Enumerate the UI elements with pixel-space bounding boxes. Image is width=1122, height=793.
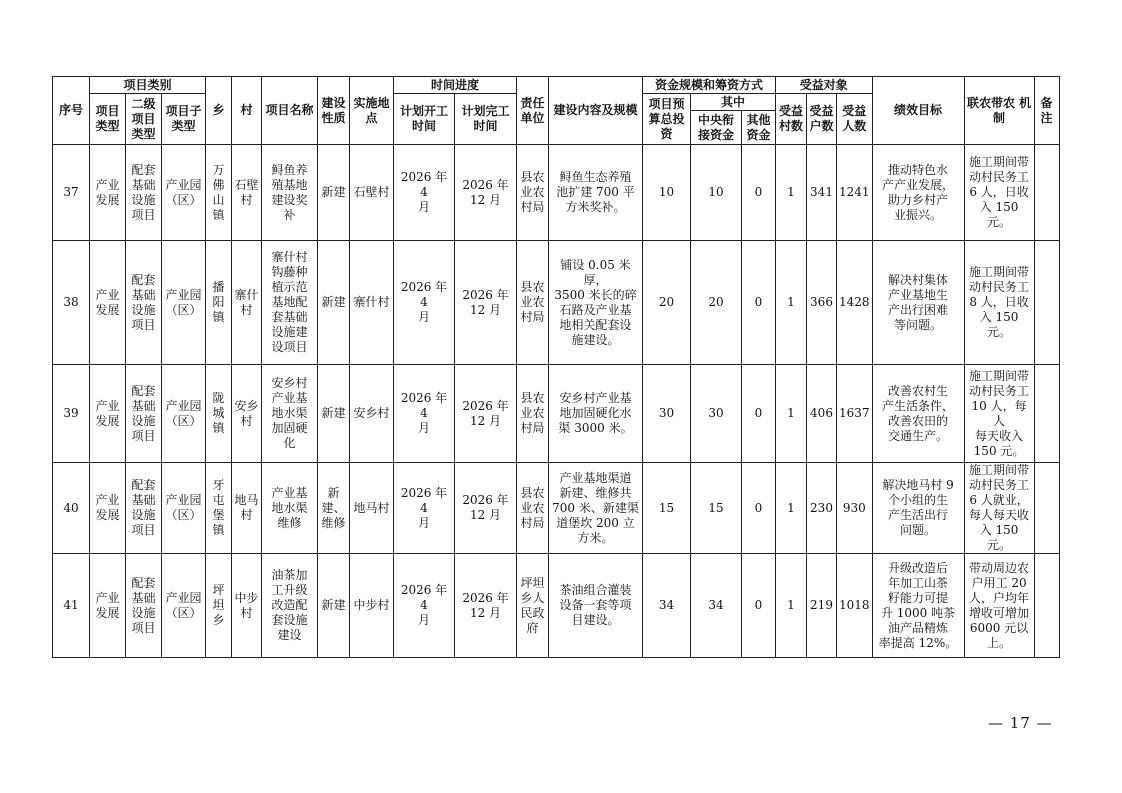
- cell-township: 陇 城 镇: [206, 365, 232, 463]
- cell-remark: [1034, 145, 1059, 241]
- header-location: 实施地 点: [350, 77, 394, 145]
- cell-village: 安乡 村: [232, 365, 262, 463]
- cell-type: 产业 发展: [90, 554, 126, 658]
- cell-unit: 县农 业农 村局: [517, 241, 549, 365]
- cell-other: 0: [742, 145, 776, 241]
- cell-unit: 县农 业农 村局: [517, 145, 549, 241]
- cell-village: 中步 村: [232, 554, 262, 658]
- cell-location: 石壁村: [350, 145, 394, 241]
- cell-households: 219: [807, 554, 837, 658]
- cell-type: 产业 发展: [90, 463, 126, 554]
- cell-other: 0: [742, 554, 776, 658]
- cell-end: 2026 年 12 月: [455, 145, 517, 241]
- cell-people: 1241: [837, 145, 873, 241]
- cell-mechanism: 施工期间带 动村民务工 10 人，每人 每天收入 150 元。: [964, 365, 1034, 463]
- cell-subtype: 产业园 （区）: [162, 241, 206, 365]
- cell-subtype: 产业园 （区）: [162, 145, 206, 241]
- cell-villages: 1: [776, 554, 807, 658]
- cell-subtype: 产业园 （区）: [162, 463, 206, 554]
- cell-nature: 新建: [318, 365, 350, 463]
- cell-households: 366: [807, 241, 837, 365]
- cell-project-name: 寨什村 钩藤种 植示范 基地配 套基础 设施建 设项目: [262, 241, 318, 365]
- cell-goal: 解决地马村 9 个小组的生 产生活出行 问题。: [872, 463, 964, 554]
- cell-mechanism: 带动周边农 户用工 20 人，户均年 增收可增加 6000 元以 上。: [964, 554, 1034, 658]
- header-village: 村: [232, 77, 262, 145]
- cell-content: 产业基地渠道 新建、维修共 700 米、新建渠 道堡坎 200 立 方米。: [549, 463, 643, 554]
- cell-central: 20: [691, 241, 742, 365]
- header-start: 计划开工 时间: [394, 94, 455, 145]
- cell-budget: 34: [643, 554, 691, 658]
- cell-other: 0: [742, 463, 776, 554]
- cell-type: 产业 发展: [90, 241, 126, 365]
- cell-goal: 推动特色水 产产业发展， 助力乡村产 业振兴。: [872, 145, 964, 241]
- cell-budget: 15: [643, 463, 691, 554]
- cell-unit: 县农 业农 村局: [517, 463, 549, 554]
- cell-central: 34: [691, 554, 742, 658]
- cell-subtype: 产业园 （区）: [162, 365, 206, 463]
- cell-nature: 新 建、 维修: [318, 463, 350, 554]
- table-row: [53, 365, 1060, 463]
- cell-content: 铺设 0.05 米厚， 3500 米长的碎 石路及产业基 地相关配套设 施建设。: [549, 241, 643, 365]
- header-households: 受益 户数: [807, 94, 837, 145]
- header-people: 受益 人数: [837, 94, 873, 145]
- cell-people: 1637: [837, 365, 873, 463]
- cell-end: 2026 年 12 月: [455, 241, 517, 365]
- header-unit: 责任 单位: [517, 77, 549, 145]
- cell-central: 10: [691, 145, 742, 241]
- cell-township: 万 佛 山 镇: [206, 145, 232, 241]
- cell-subtype2: 配套 基础 设施 项目: [126, 463, 162, 554]
- header-category-group: 项目类别: [90, 77, 206, 94]
- cell-seq: 41: [53, 554, 90, 658]
- cell-budget: 10: [643, 145, 691, 241]
- cell-subtype2: 配套 基础 设施 项目: [126, 145, 162, 241]
- header-central: 中央衔 接资金: [691, 111, 742, 145]
- table-row: [53, 241, 1060, 365]
- cell-remark: [1034, 463, 1059, 554]
- header-budget: 项目预 算总投 资: [643, 94, 691, 145]
- header-time-group: 时间进度: [394, 77, 517, 94]
- project-table: [52, 76, 1060, 658]
- cell-end: 2026 年 12 月: [455, 365, 517, 463]
- header-nature: 建设 性质: [318, 77, 350, 145]
- cell-goal: 改善农村生 产生活条件， 改善农田的 交通生产。: [872, 365, 964, 463]
- cell-location: 中步村: [350, 554, 394, 658]
- header-remark: 备 注: [1034, 77, 1059, 145]
- cell-project-name: 安乡村 产业基 地水渠 加固硬 化: [262, 365, 318, 463]
- cell-end: 2026 年 12 月: [455, 554, 517, 658]
- cell-nature: 新建: [318, 241, 350, 365]
- cell-start: 2026 年 4 月: [394, 463, 455, 554]
- cell-remark: [1034, 241, 1059, 365]
- cell-village: 寨什 村: [232, 241, 262, 365]
- header-subtype: 项目子 类型: [162, 94, 206, 145]
- header-of-which: 其中: [691, 94, 776, 111]
- cell-people: 1428: [837, 241, 873, 365]
- header-project-name: 项目名称: [262, 77, 318, 145]
- cell-villages: 1: [776, 365, 807, 463]
- cell-remark: [1034, 554, 1059, 658]
- cell-unit: 县农 业农 村局: [517, 365, 549, 463]
- header-content: 建设内容及规模: [549, 77, 643, 145]
- cell-type: 产业 发展: [90, 145, 126, 241]
- cell-seq: 38: [53, 241, 90, 365]
- table-row: [53, 145, 1060, 241]
- cell-subtype: 产业园 （区）: [162, 554, 206, 658]
- cell-villages: 1: [776, 145, 807, 241]
- cell-remark: [1034, 365, 1059, 463]
- header-seq: 序号: [53, 77, 90, 145]
- cell-township: 播 阳 镇: [206, 241, 232, 365]
- cell-villages: 1: [776, 241, 807, 365]
- header-fund-group: 资金规模和筹资方式: [643, 77, 776, 94]
- cell-households: 341: [807, 145, 837, 241]
- cell-location: 寨什村: [350, 241, 394, 365]
- cell-project-name: 油茶加 工升级 改造配 套设施 建设: [262, 554, 318, 658]
- cell-start: 2026 年 4 月: [394, 365, 455, 463]
- cell-subtype2: 配套 基础 设施 项目: [126, 365, 162, 463]
- header-subtype2: 二级 项目 类型: [126, 94, 162, 145]
- header-other: 其他 资金: [742, 111, 776, 145]
- cell-seq: 39: [53, 365, 90, 463]
- cell-central: 30: [691, 365, 742, 463]
- header-end: 计划完工 时间: [455, 94, 517, 145]
- cell-township: 牙 屯 堡 镇: [206, 463, 232, 554]
- cell-mechanism: 施工期间带 动村民务工 6 人就业， 每人每天收 入 150 元。: [964, 463, 1034, 554]
- cell-villages: 1: [776, 463, 807, 554]
- cell-village: 石壁 村: [232, 145, 262, 241]
- table-row: [53, 463, 1060, 554]
- cell-budget: 30: [643, 365, 691, 463]
- header-benefit-group: 受益对象: [776, 77, 873, 94]
- cell-unit: 坪坦 乡人 民政 府: [517, 554, 549, 658]
- cell-project-name: 产业基 地水渠 维修: [262, 463, 318, 554]
- cell-content: 安乡村产业基 地加固硬化水 渠 3000 米。: [549, 365, 643, 463]
- cell-people: 930: [837, 463, 873, 554]
- cell-mechanism: 施工期间带 动村民务工 6 人，日收 入 150 元。: [964, 145, 1034, 241]
- cell-start: 2026 年 4 月: [394, 145, 455, 241]
- cell-seq: 40: [53, 463, 90, 554]
- cell-subtype2: 配套 基础 设施 项目: [126, 554, 162, 658]
- cell-nature: 新建: [318, 554, 350, 658]
- cell-content: 茶油组合灌装 设备一套等项 目建设。: [549, 554, 643, 658]
- header-goal: 绩效目标: [872, 77, 964, 145]
- cell-content: 鲟鱼生态养殖 池扩建 700 平 方米奖补。: [549, 145, 643, 241]
- cell-people: 1018: [837, 554, 873, 658]
- cell-seq: 37: [53, 145, 90, 241]
- cell-project-name: 鲟鱼养 殖基地 建设奖 补: [262, 145, 318, 241]
- header-township: 乡: [206, 77, 232, 145]
- cell-other: 0: [742, 241, 776, 365]
- cell-goal: 解决村集体 产业基地生 产出行困难 等问题。: [872, 241, 964, 365]
- cell-goal: 升级改造后 年加工山茶 籽能力可提 升 1000 吨茶 油产品精炼 率提高 12%。: [872, 554, 964, 658]
- cell-households: 406: [807, 365, 837, 463]
- header-villages: 受益 村数: [776, 94, 807, 145]
- cell-township: 坪 坦 乡: [206, 554, 232, 658]
- header-type: 项目 类型: [90, 94, 126, 145]
- cell-mechanism: 施工期间带 动村民务工 8 人，日收 入 150 元。: [964, 241, 1034, 365]
- cell-location: 安乡村: [350, 365, 394, 463]
- cell-end: 2026 年 12 月: [455, 463, 517, 554]
- cell-location: 地马村: [350, 463, 394, 554]
- page-number: — 17 —: [988, 714, 1053, 732]
- cell-other: 0: [742, 365, 776, 463]
- table-row: [53, 554, 1060, 658]
- cell-budget: 20: [643, 241, 691, 365]
- cell-start: 2026 年 4 月: [394, 241, 455, 365]
- cell-type: 产业 发展: [90, 365, 126, 463]
- cell-subtype2: 配套 基础 设施 项目: [126, 241, 162, 365]
- cell-households: 230: [807, 463, 837, 554]
- cell-nature: 新建: [318, 145, 350, 241]
- cell-start: 2026 年 4 月: [394, 554, 455, 658]
- cell-village: 地马 村: [232, 463, 262, 554]
- cell-central: 15: [691, 463, 742, 554]
- header-mechanism: 联农带农 机制: [964, 77, 1034, 145]
